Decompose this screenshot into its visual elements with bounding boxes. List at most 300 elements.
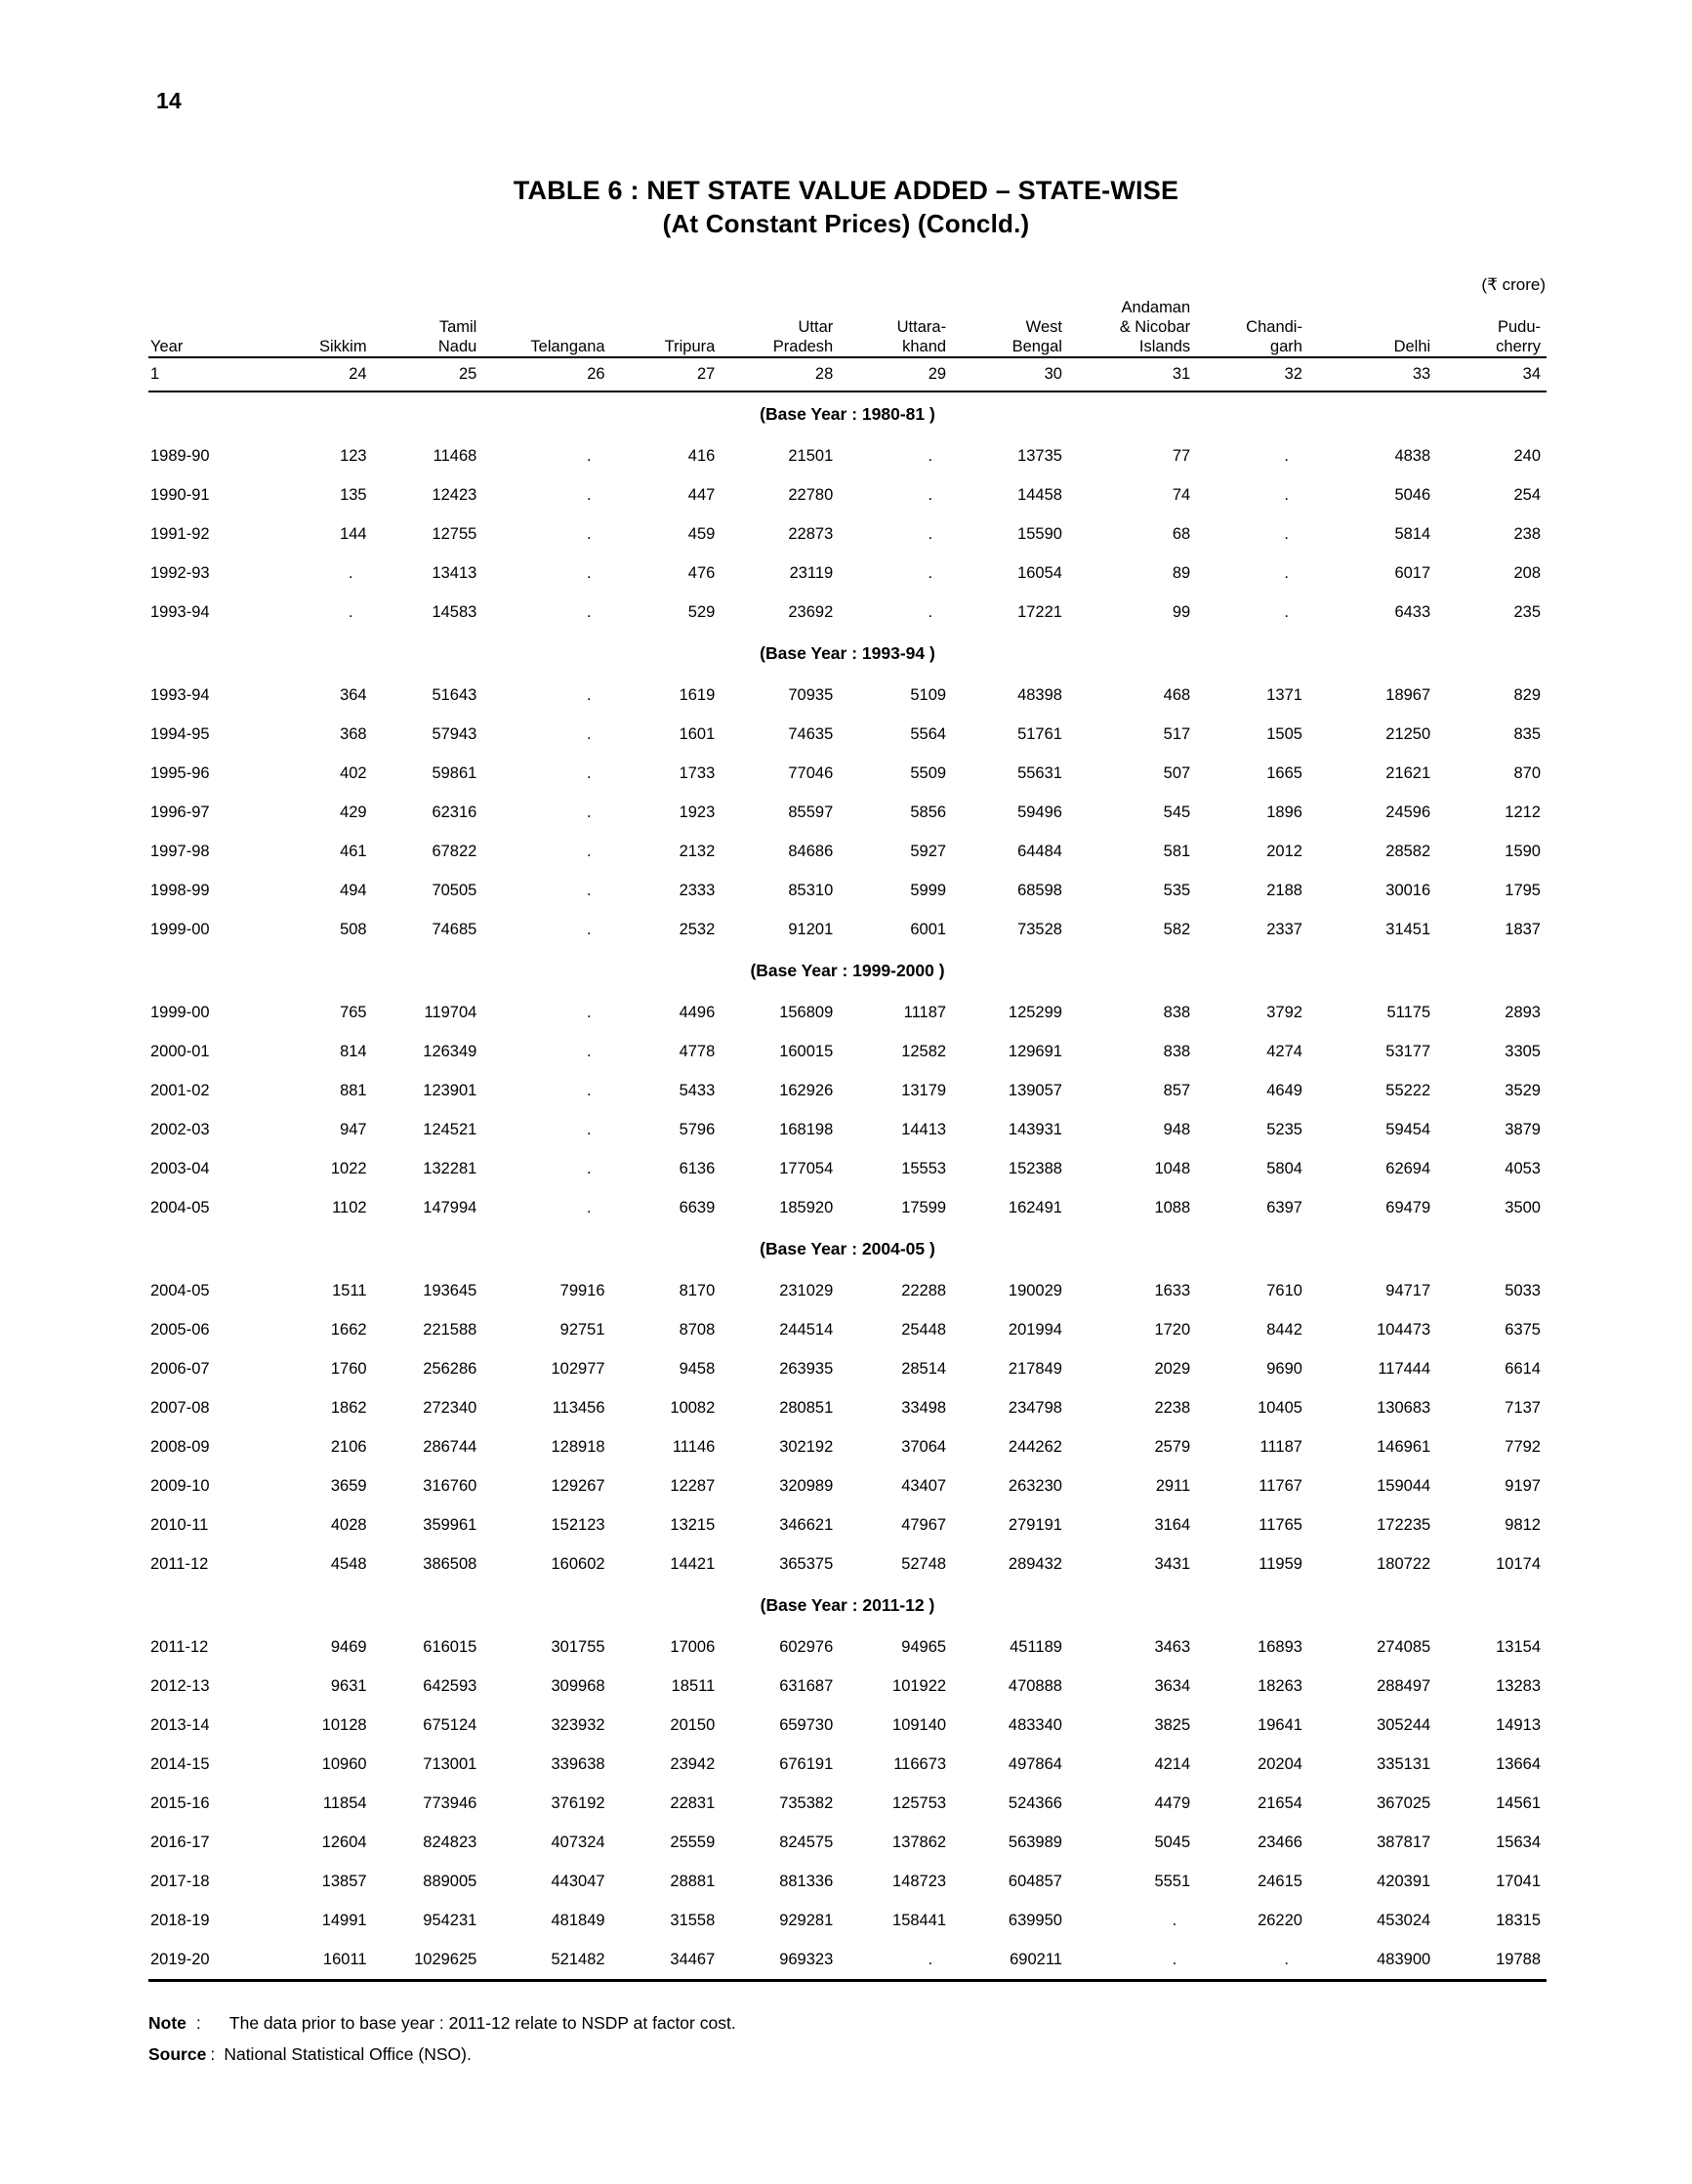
cell-uttar_pradesh: 735382 <box>779 1793 834 1812</box>
cell-andaman_nicobar: 581 <box>1163 842 1191 860</box>
cell-chandigarh: . <box>1284 563 1289 582</box>
cell-andaman_nicobar: 1633 <box>1154 1281 1191 1299</box>
cell-andaman_nicobar: 517 <box>1163 724 1191 743</box>
cell-telangana: . <box>586 842 592 860</box>
cell-tamil_nadu: 193645 <box>423 1281 477 1299</box>
cell-sikkim: 11854 <box>322 1793 367 1812</box>
column-number-uttarakhand: 29 <box>839 357 952 391</box>
column-header-uttar-pradesh-line-2: Pradesh <box>772 338 834 356</box>
cell-sikkim: 881 <box>340 1081 367 1099</box>
table-container <box>148 298 1547 1982</box>
cell-puducherry: 6375 <box>1505 1320 1541 1339</box>
cell-year: 2008-09 <box>150 1437 210 1456</box>
cell-west_bengal: 497864 <box>1008 1754 1062 1773</box>
cell-delhi: 335131 <box>1377 1754 1431 1773</box>
cell-tamil_nadu: 675124 <box>423 1715 477 1734</box>
cell-telangana: 443047 <box>551 1872 605 1890</box>
cell-andaman_nicobar: 77 <box>1172 446 1191 465</box>
cell-uttarakhand: 101922 <box>892 1676 947 1695</box>
column-number-sikkim: 24 <box>261 357 373 391</box>
cell-uttar_pradesh: 162926 <box>779 1081 834 1099</box>
cell-chandigarh: 11765 <box>1259 1515 1302 1534</box>
cell-uttarakhand: 11187 <box>903 1003 947 1021</box>
cell-year: 1992-93 <box>150 563 210 582</box>
cell-tripura: 529 <box>687 602 716 621</box>
cell-tamil_nadu: 13413 <box>432 563 477 582</box>
cell-telangana: 129267 <box>551 1476 605 1495</box>
table-row <box>148 515 1547 554</box>
cell-year: 1998-99 <box>150 881 210 899</box>
cell-uttarakhand: . <box>928 485 933 504</box>
cell-telangana: . <box>586 685 592 704</box>
cell-delhi: 288497 <box>1377 1676 1431 1695</box>
cell-tamil_nadu: 124521 <box>423 1120 477 1138</box>
cell-puducherry: 1590 <box>1505 842 1541 860</box>
cell-year: 2002-03 <box>150 1120 210 1138</box>
base-year-row <box>148 391 1547 436</box>
cell-delhi: 305244 <box>1377 1715 1431 1734</box>
cell-tripura: 28881 <box>670 1872 716 1890</box>
table-row <box>148 1823 1547 1862</box>
cell-uttarakhand: 94965 <box>901 1637 947 1656</box>
cell-sikkim: 1662 <box>330 1320 367 1339</box>
note-label: Note <box>148 2013 186 2033</box>
cell-andaman_nicobar: 507 <box>1163 763 1191 782</box>
cell-tripura: 1601 <box>679 724 716 743</box>
source-label: Source <box>148 2044 207 2064</box>
cell-puducherry: 9812 <box>1505 1515 1541 1534</box>
column-header-chandigarh <box>1196 298 1308 357</box>
cell-telangana: 79916 <box>559 1281 605 1299</box>
cell-tripura: 6639 <box>679 1198 716 1216</box>
cell-tamil_nadu: 123901 <box>423 1081 477 1099</box>
cell-andaman_nicobar: 3431 <box>1154 1554 1191 1573</box>
cell-uttarakhand: 33498 <box>901 1398 947 1417</box>
cell-uttarakhand: 5564 <box>910 724 947 743</box>
cell-uttarakhand: 25448 <box>901 1320 947 1339</box>
cell-telangana: 102977 <box>551 1359 605 1378</box>
cell-tamil_nadu: 713001 <box>423 1754 477 1773</box>
cell-west_bengal: 125299 <box>1008 1003 1062 1021</box>
cell-puducherry: 6614 <box>1505 1359 1541 1378</box>
cell-tripura: 447 <box>687 485 716 504</box>
table-row <box>148 715 1547 754</box>
cell-delhi: 159044 <box>1377 1476 1431 1495</box>
cell-west_bengal: 451189 <box>1010 1637 1062 1656</box>
table-row <box>148 475 1547 515</box>
cell-andaman_nicobar: 68 <box>1172 524 1191 543</box>
cell-delhi: 6433 <box>1394 602 1431 621</box>
cell-west_bengal: 201994 <box>1008 1320 1062 1339</box>
cell-andaman_nicobar: 89 <box>1172 563 1191 582</box>
cell-andaman_nicobar: 4214 <box>1154 1754 1191 1773</box>
cell-year: 1994-95 <box>150 724 210 743</box>
cell-telangana: . <box>586 1120 592 1138</box>
column-header-tripura: Tripura <box>664 338 716 356</box>
table-row <box>148 754 1547 793</box>
cell-andaman_nicobar: 545 <box>1163 803 1191 821</box>
cell-tripura: 6136 <box>679 1159 716 1177</box>
cell-chandigarh: 11767 <box>1259 1476 1302 1495</box>
cell-telangana: 309968 <box>551 1676 605 1695</box>
cell-chandigarh: 1896 <box>1266 803 1302 821</box>
cell-delhi: 31451 <box>1385 920 1431 938</box>
cell-uttarakhand: . <box>928 446 933 465</box>
cell-tripura: 12287 <box>670 1476 716 1495</box>
cell-west_bengal: 234798 <box>1008 1398 1062 1417</box>
cell-tamil_nadu: 126349 <box>423 1042 477 1060</box>
cell-telangana: . <box>586 881 592 899</box>
cell-delhi: 146961 <box>1377 1437 1431 1456</box>
cell-andaman_nicobar: 2238 <box>1154 1398 1191 1417</box>
cell-chandigarh: 9690 <box>1266 1359 1302 1378</box>
column-header-puducherry-line-1: Pudu- <box>1497 318 1541 337</box>
cell-chandigarh: 10405 <box>1258 1398 1302 1417</box>
cell-tamil_nadu: 12423 <box>432 485 477 504</box>
cell-tamil_nadu: 272340 <box>423 1398 477 1417</box>
cell-tamil_nadu: 642593 <box>423 1676 477 1695</box>
cell-year: 1993-94 <box>150 602 210 621</box>
column-number-uttar_pradesh: 28 <box>721 357 839 391</box>
cell-year: 1989-90 <box>150 446 210 465</box>
table-row <box>148 554 1547 593</box>
column-header-west-bengal-line-2: Bengal <box>1011 338 1062 356</box>
cell-telangana: 376192 <box>551 1793 605 1812</box>
table-row <box>148 1427 1547 1466</box>
cell-uttar_pradesh: 23692 <box>788 602 834 621</box>
cell-chandigarh: 20204 <box>1258 1754 1302 1773</box>
cell-chandigarh: 23466 <box>1258 1833 1302 1851</box>
cell-year: 2011-12 <box>150 1637 209 1656</box>
unit-note: (₹ crore) <box>1481 275 1546 294</box>
cell-delhi: 367025 <box>1377 1793 1431 1812</box>
cell-delhi: 21621 <box>1385 763 1431 782</box>
cell-telangana: 339638 <box>551 1754 605 1773</box>
cell-sikkim: 9631 <box>330 1676 367 1695</box>
cell-sikkim: 1102 <box>332 1198 367 1216</box>
cell-puducherry: 9197 <box>1505 1476 1541 1495</box>
cell-tripura: 31558 <box>670 1911 716 1929</box>
cell-andaman_nicobar: 2911 <box>1155 1476 1191 1495</box>
cell-tripura: 4496 <box>679 1003 716 1021</box>
cell-andaman_nicobar: 838 <box>1163 1003 1191 1021</box>
cell-uttarakhand: . <box>928 602 933 621</box>
cell-andaman_nicobar: 468 <box>1163 685 1191 704</box>
cell-tamil_nadu: 51643 <box>432 685 477 704</box>
cell-west_bengal: 162491 <box>1008 1198 1062 1216</box>
cell-andaman_nicobar: 3463 <box>1154 1637 1191 1656</box>
cell-puducherry: 10174 <box>1496 1554 1541 1573</box>
cell-tamil_nadu: 824823 <box>423 1833 477 1851</box>
cell-sikkim: 16011 <box>261 1940 373 1981</box>
source-separator: : <box>210 2044 216 2064</box>
cell-chandigarh: 11959 <box>1259 1554 1302 1573</box>
cell-tamil_nadu: 74685 <box>432 920 477 938</box>
cell-delhi: 420391 <box>1377 1872 1431 1890</box>
cell-tripura: 4778 <box>679 1042 716 1060</box>
cell-tamil_nadu: 316760 <box>423 1476 477 1495</box>
table-row <box>148 676 1547 715</box>
cell-west_bengal: 190029 <box>1008 1281 1062 1299</box>
cell-tripura: 476 <box>687 563 716 582</box>
column-header-andaman-line-3: Islands <box>1138 338 1191 356</box>
cell-year: 2016-17 <box>150 1833 210 1851</box>
cell-uttar_pradesh: 168198 <box>779 1120 834 1138</box>
cell-sikkim: 10128 <box>321 1715 367 1734</box>
cell-chandigarh: 5804 <box>1266 1159 1302 1177</box>
cell-puducherry: 208 <box>1513 563 1541 582</box>
table-row <box>148 1388 1547 1427</box>
note-row <box>148 2013 1515 2034</box>
cell-uttarakhand: 37064 <box>901 1437 947 1456</box>
cell-andaman_nicobar: 3825 <box>1154 1715 1191 1734</box>
cell-andaman_nicobar: . <box>1172 1911 1177 1929</box>
table-row <box>148 1466 1547 1505</box>
cell-year: 2019-20 <box>148 1940 261 1981</box>
cell-delhi: 387817 <box>1377 1833 1431 1851</box>
cell-delhi: 24596 <box>1385 803 1431 821</box>
cell-uttarakhand: 43407 <box>901 1476 947 1495</box>
cell-west_bengal: 64484 <box>1017 842 1062 860</box>
column-header-year: Year <box>150 338 184 356</box>
column-number-puducherry: 34 <box>1436 357 1547 391</box>
base-year-row <box>148 1227 1547 1271</box>
table-row <box>148 993 1547 1032</box>
cell-telangana: . <box>586 1159 592 1177</box>
cell-telangana: 323932 <box>551 1715 605 1734</box>
cell-sikkim: 1862 <box>330 1398 367 1417</box>
cell-tamil_nadu: 147994 <box>423 1198 477 1216</box>
cell-delhi: 59454 <box>1385 1120 1431 1138</box>
cell-uttarakhand: 116673 <box>893 1754 947 1773</box>
cell-chandigarh: 11187 <box>1259 1437 1302 1456</box>
cell-west_bengal: 563989 <box>1008 1833 1062 1851</box>
base-year-label: (Base Year : 1980-81 ) <box>760 404 935 425</box>
cell-tripura: 5796 <box>679 1120 716 1138</box>
table-row <box>148 1706 1547 1745</box>
cell-puducherry: 5033 <box>1505 1281 1541 1299</box>
cell-andaman_nicobar: 1720 <box>1154 1320 1191 1339</box>
table-row <box>148 910 1547 949</box>
cell-uttar_pradesh: 70935 <box>788 685 834 704</box>
column-header-chandigarh-line-1: Chandi- <box>1246 318 1302 337</box>
cell-tripura: 2132 <box>679 842 716 860</box>
cell-puducherry: 254 <box>1513 485 1541 504</box>
cell-puducherry: 14561 <box>1496 1793 1541 1812</box>
cell-tripura: 34467 <box>611 1940 722 1981</box>
base-year-row <box>148 632 1547 676</box>
cell-delhi: 21250 <box>1385 724 1431 743</box>
cell-uttar_pradesh: 302192 <box>779 1437 834 1456</box>
cell-tamil_nadu: 773946 <box>423 1793 477 1812</box>
cell-telangana: 152123 <box>551 1515 605 1534</box>
table-row <box>148 1188 1547 1227</box>
cell-puducherry: 15634 <box>1496 1833 1541 1851</box>
cell-uttar_pradesh: 91201 <box>788 920 834 938</box>
cell-chandigarh: . <box>1284 602 1289 621</box>
cell-sikkim: 14991 <box>321 1911 367 1929</box>
cell-telangana: 128918 <box>551 1437 605 1456</box>
cell-west_bengal: 483340 <box>1008 1715 1062 1734</box>
cell-west_bengal: 73528 <box>1017 920 1062 938</box>
table-row <box>148 1310 1547 1349</box>
cell-west_bengal: 279191 <box>1008 1515 1062 1534</box>
cell-telangana: . <box>586 563 592 582</box>
table-row <box>148 593 1547 632</box>
column-header-tamil-nadu-line-2: Nadu <box>437 338 477 356</box>
cell-year: 2004-05 <box>150 1198 210 1216</box>
cell-chandigarh: . <box>1196 1940 1308 1981</box>
cell-uttarakhand: 22288 <box>901 1281 947 1299</box>
cell-uttar_pradesh: 85597 <box>788 803 834 821</box>
cell-andaman_nicobar: 2579 <box>1154 1437 1191 1456</box>
column-number-chandigarh: 32 <box>1196 357 1308 391</box>
cell-year: 1997-98 <box>150 842 210 860</box>
cell-sikkim: 1760 <box>330 1359 367 1378</box>
cell-delhi: 5046 <box>1394 485 1431 504</box>
cell-puducherry: 18315 <box>1496 1911 1541 1929</box>
cell-year: 2001-02 <box>150 1081 210 1099</box>
cell-puducherry: 870 <box>1513 763 1541 782</box>
cell-delhi: 180722 <box>1377 1554 1431 1573</box>
cell-chandigarh: 3792 <box>1266 1003 1302 1021</box>
cell-delhi: 18967 <box>1385 685 1431 704</box>
table-body <box>148 357 1547 1981</box>
cell-puducherry: 19788 <box>1436 1940 1547 1981</box>
cell-tripura: 2333 <box>679 881 716 899</box>
cell-uttar_pradesh: 346621 <box>779 1515 834 1534</box>
cell-tripura: 25559 <box>670 1833 716 1851</box>
cell-year: 1993-94 <box>150 685 210 704</box>
cell-year: 1995-96 <box>150 763 210 782</box>
cell-tripura: 8708 <box>679 1320 716 1339</box>
cell-chandigarh: . <box>1284 446 1289 465</box>
table-row <box>148 1149 1547 1188</box>
cell-tamil_nadu: 12755 <box>432 524 477 543</box>
cell-puducherry: 1212 <box>1505 803 1541 821</box>
cell-tamil_nadu: 67822 <box>432 842 477 860</box>
cell-andaman_nicobar: 1048 <box>1154 1159 1191 1177</box>
cell-puducherry: 7137 <box>1505 1398 1541 1417</box>
table-footer <box>148 2013 1515 2076</box>
cell-west_bengal: 14458 <box>1017 485 1062 504</box>
page-number: 14 <box>156 88 182 113</box>
cell-puducherry: 14913 <box>1496 1715 1541 1734</box>
cell-sikkim: 9469 <box>330 1637 367 1656</box>
table-row <box>148 832 1547 871</box>
cell-delhi: 62694 <box>1385 1159 1431 1177</box>
cell-tripura: 5433 <box>679 1081 716 1099</box>
cell-west_bengal: 263230 <box>1008 1476 1062 1495</box>
table-row <box>148 1110 1547 1149</box>
cell-uttar_pradesh: 881336 <box>779 1872 834 1890</box>
cell-west_bengal: 55631 <box>1017 763 1062 782</box>
column-header-andaman-nicobar <box>1068 298 1196 357</box>
cell-chandigarh: . <box>1284 485 1289 504</box>
cell-puducherry: 235 <box>1513 602 1541 621</box>
cell-tamil_nadu: 386508 <box>423 1554 477 1573</box>
base-year-row <box>148 949 1547 993</box>
cell-uttar_pradesh: 969323 <box>721 1940 839 1981</box>
cell-puducherry: 7792 <box>1505 1437 1541 1456</box>
cell-west_bengal: 13735 <box>1017 446 1062 465</box>
cell-delhi: 5814 <box>1394 524 1431 543</box>
cell-sikkim: 3659 <box>330 1476 367 1495</box>
cell-uttarakhand: 6001 <box>910 920 947 938</box>
cell-sikkim: 135 <box>340 485 367 504</box>
cell-telangana: 301755 <box>551 1637 605 1656</box>
cell-delhi: 69479 <box>1385 1198 1431 1216</box>
cell-puducherry: 13283 <box>1496 1676 1541 1695</box>
cell-uttarakhand: 148723 <box>892 1872 947 1890</box>
cell-tripura: 459 <box>687 524 716 543</box>
cell-tripura: 1733 <box>679 763 716 782</box>
column-number-row <box>148 357 1547 391</box>
table-row <box>148 1862 1547 1901</box>
cell-uttar_pradesh: 659730 <box>779 1715 834 1734</box>
cell-uttarakhand: 52748 <box>901 1554 947 1573</box>
cell-uttar_pradesh: 320989 <box>779 1476 834 1495</box>
cell-puducherry: 1795 <box>1505 881 1541 899</box>
column-header-sikkim: Sikkim <box>319 338 367 356</box>
cell-tripura: 8170 <box>679 1281 716 1299</box>
cell-sikkim: 144 <box>340 524 367 543</box>
cell-west_bengal: 639950 <box>1008 1911 1062 1929</box>
cell-sikkim: 494 <box>340 881 367 899</box>
table-row <box>148 1271 1547 1310</box>
cell-sikkim: 461 <box>340 842 367 860</box>
cell-uttarakhand: 109140 <box>892 1715 947 1734</box>
cell-telangana: . <box>586 602 592 621</box>
column-number-delhi: 33 <box>1308 357 1436 391</box>
table-row <box>148 871 1547 910</box>
cell-andaman_nicobar: 582 <box>1163 920 1191 938</box>
cell-year: 1996-97 <box>150 803 210 821</box>
cell-sikkim: 1022 <box>330 1159 367 1177</box>
table-row <box>148 1745 1547 1784</box>
cell-telangana: . <box>586 763 592 782</box>
cell-uttarakhand: 15553 <box>901 1159 947 1177</box>
cell-uttarakhand: . <box>928 563 933 582</box>
cell-uttar_pradesh: 263935 <box>779 1359 834 1378</box>
cell-tripura: 14421 <box>670 1554 716 1573</box>
cell-uttar_pradesh: 824575 <box>779 1833 834 1851</box>
cell-uttar_pradesh: 23119 <box>789 563 834 582</box>
cell-year: 2017-18 <box>150 1872 210 1890</box>
cell-delhi: 94717 <box>1385 1281 1431 1299</box>
cell-uttarakhand: 5999 <box>910 881 947 899</box>
cell-chandigarh: 4649 <box>1266 1081 1302 1099</box>
cell-andaman_nicobar: 5045 <box>1154 1833 1191 1851</box>
cell-andaman_nicobar: 5551 <box>1154 1872 1191 1890</box>
cell-telangana: 407324 <box>551 1833 605 1851</box>
cell-uttar_pradesh: 84686 <box>788 842 834 860</box>
cell-west_bengal: 244262 <box>1008 1437 1062 1456</box>
cell-delhi: 104473 <box>1377 1320 1431 1339</box>
cell-chandigarh: 21654 <box>1258 1793 1302 1812</box>
cell-puducherry: 240 <box>1513 446 1541 465</box>
cell-tripura: 11146 <box>672 1437 716 1456</box>
cell-tripura: 1619 <box>679 685 716 704</box>
cell-west_bengal: 139057 <box>1008 1081 1062 1099</box>
cell-west_bengal: 129691 <box>1008 1042 1062 1060</box>
cell-year: 2014-15 <box>150 1754 210 1773</box>
table-row <box>148 1505 1547 1545</box>
table-row <box>148 1901 1547 1940</box>
cell-uttar_pradesh: 22780 <box>788 485 834 504</box>
base-year-label: (Base Year : 1993-94 ) <box>760 643 935 664</box>
table-row <box>148 1667 1547 1706</box>
